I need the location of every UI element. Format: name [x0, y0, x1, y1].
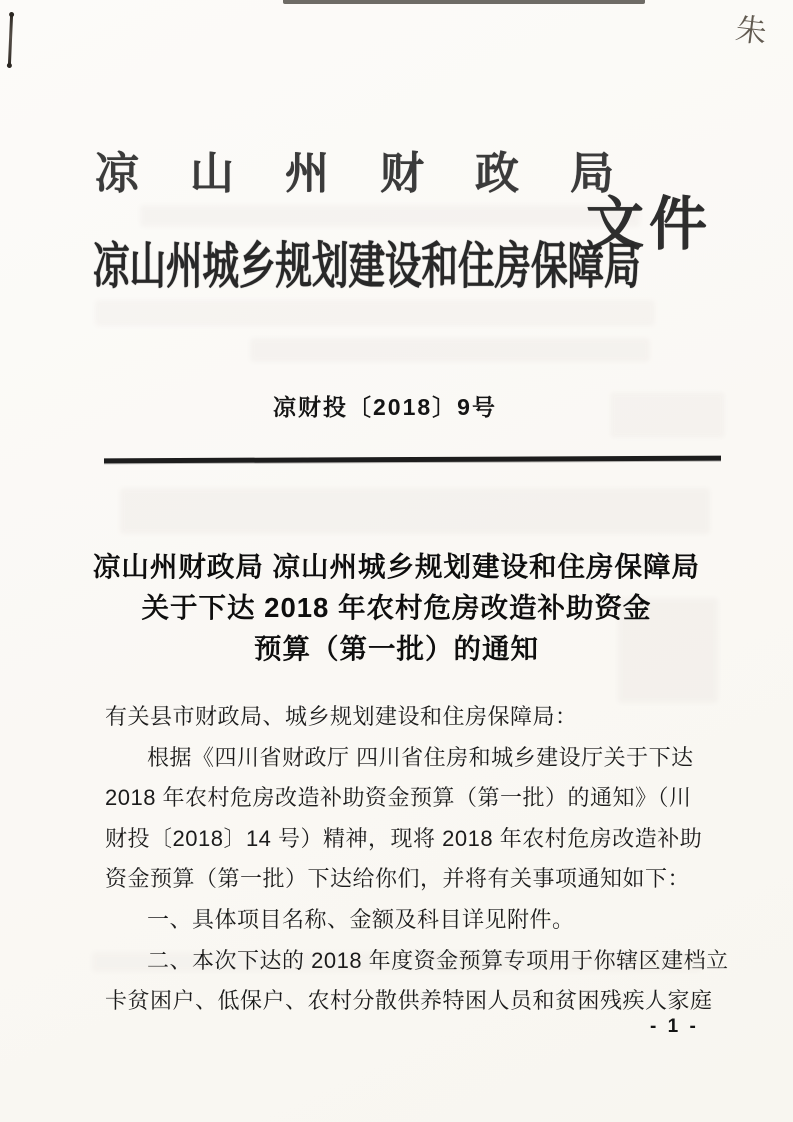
pen-mark-artifact — [8, 14, 13, 66]
title-line: 关于下达 2018 年农村危房改造补助资金 — [141, 592, 652, 623]
document-title — [40, 546, 753, 669]
document-word: 文件 — [586, 192, 713, 257]
body-line: 资金预算（第一批）下达给你们，并将有关事项通知如下： — [105, 866, 691, 892]
salutation-line: 有关县市财政局、城乡规划建设和住房保障局： — [105, 704, 578, 729]
handwritten-mark: 朱 — [733, 11, 769, 50]
body-line: 财投〔2018〕14 号）精神，现将 2018 年农村危房改造补助 — [105, 825, 703, 851]
bleedthrough-artifact — [95, 300, 655, 326]
title-line: 凉山州财政局 凉山州城乡规划建设和住房保障局 — [92, 551, 701, 582]
scan-edge-artifact — [283, 0, 645, 4]
letterhead-divider — [104, 456, 721, 464]
bleedthrough-artifact — [250, 338, 650, 362]
body-line: 2018 年农村危房改造补助资金预算（第一批）的通知》（川 — [105, 785, 692, 811]
agency-name-primary: 凉山州财政局 — [95, 149, 665, 198]
document-number: 凉财投〔2018〕9号 — [273, 394, 497, 420]
body-line: 一、具体项目名称、金额及科目详见附件。 — [147, 906, 575, 932]
bleedthrough-artifact — [140, 205, 640, 227]
body-line: 卡贫困户、低保户、农村分散供养特困人员和贫困残疾人家庭 — [105, 988, 713, 1014]
document-body — [105, 697, 729, 1022]
bleedthrough-artifact — [120, 488, 710, 534]
body-line: 根据《四川省财政厅 四川省住房和城乡建设厅关于下达 — [147, 744, 694, 770]
title-line: 预算（第一批）的通知 — [254, 633, 539, 664]
page-number: - 1 - — [650, 1016, 699, 1037]
agency-name-secondary: 凉山州城乡规划建设和住房保障局 — [93, 238, 641, 294]
body-line: 二、本次下达的 2018 年度资金预算专项用于你辖区建档立 — [147, 947, 729, 973]
